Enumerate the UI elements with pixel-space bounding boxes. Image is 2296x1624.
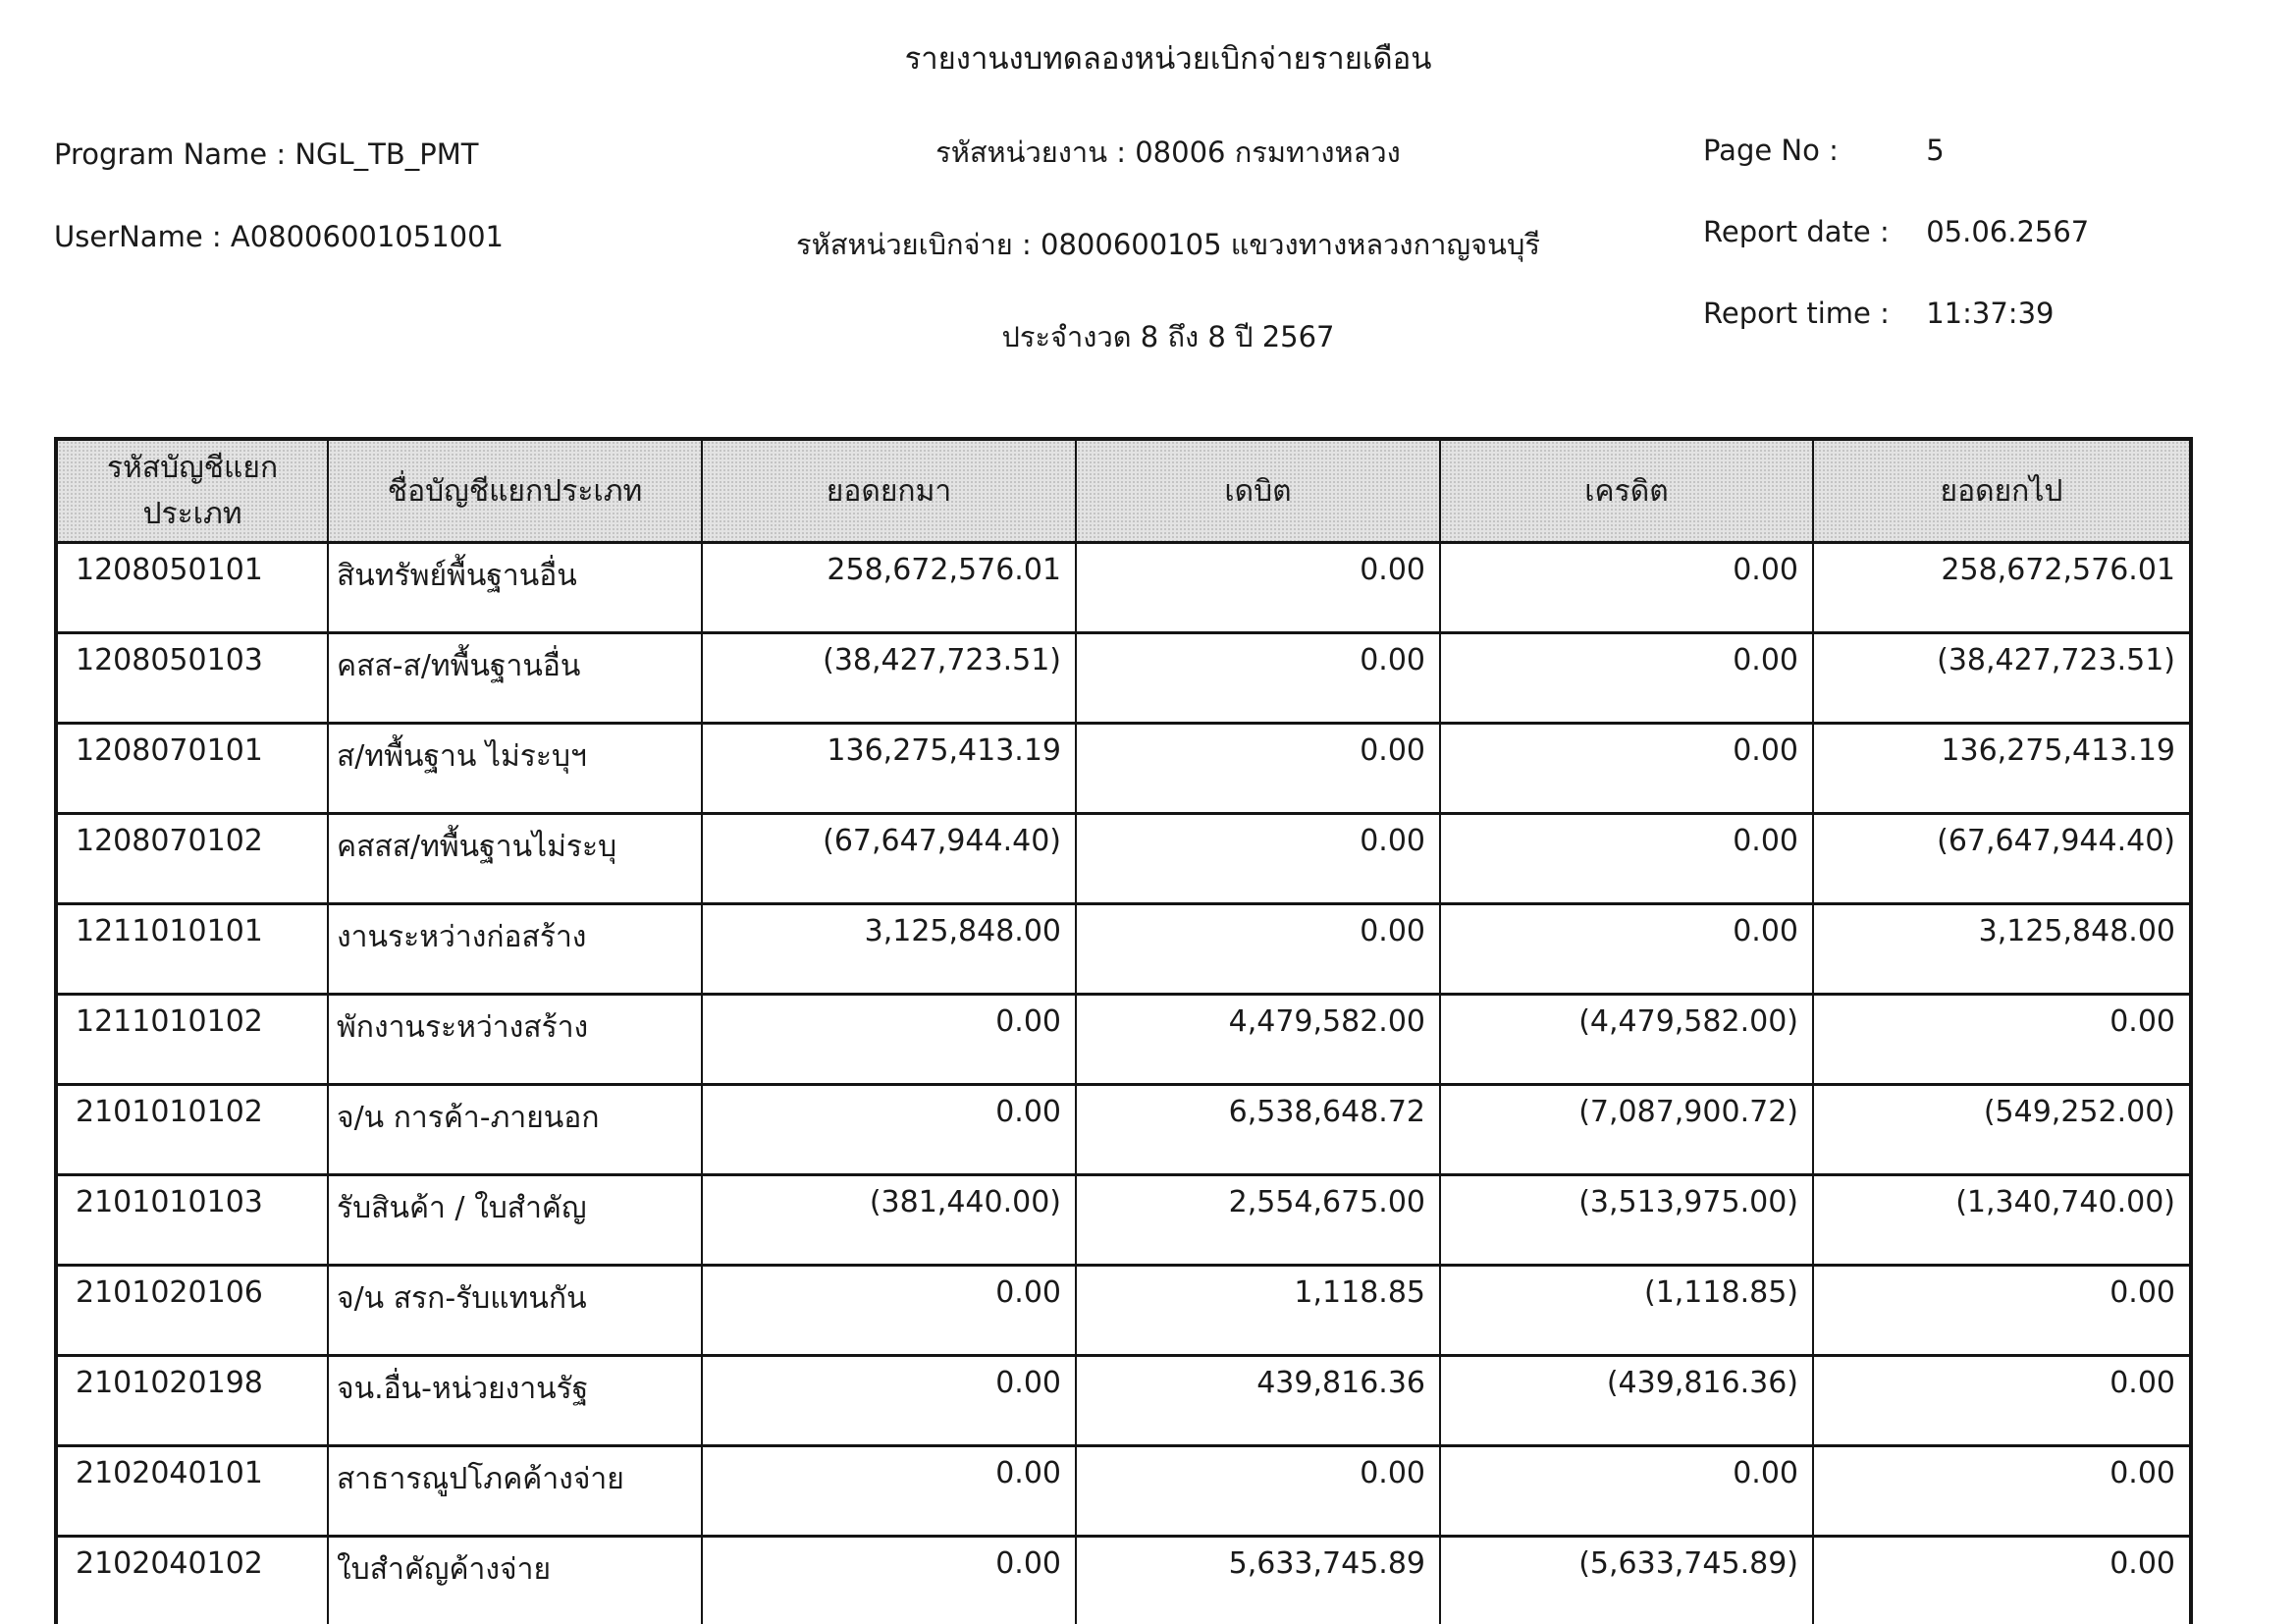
closing-balance-cell: (1,340,740.00) bbox=[1813, 1175, 2191, 1266]
report-time-value: 11:37:39 bbox=[1926, 297, 2055, 330]
debit-cell: 2,554,675.00 bbox=[1076, 1175, 1440, 1266]
opening-balance-cell: (67,647,944.40) bbox=[702, 814, 1076, 904]
trial-balance-table bbox=[54, 437, 2193, 1624]
opening-balance-cell: 0.00 bbox=[702, 1356, 1076, 1446]
table-row bbox=[56, 1356, 2191, 1446]
report-time-label: Report time : bbox=[1703, 297, 1890, 330]
opening-balance-cell: 136,275,413.19 bbox=[702, 724, 1076, 814]
closing-balance-cell: 0.00 bbox=[1813, 1537, 2191, 1624]
credit-cell: 0.00 bbox=[1440, 724, 1813, 814]
table-row bbox=[56, 995, 2191, 1085]
report-period: ประจำงวด 8 ถึง 8 ปี 2567 bbox=[1001, 320, 1335, 353]
debit-cell: 0.00 bbox=[1076, 724, 1440, 814]
account-name-cell: คสส-ส/ทพื้นฐานอื่น bbox=[328, 633, 702, 724]
account-name-cell: จ/น สรก-รับแทนกัน bbox=[328, 1266, 702, 1356]
table-row bbox=[56, 633, 2191, 724]
opening-balance-cell: 0.00 bbox=[702, 1537, 1076, 1624]
report-date-row bbox=[1703, 215, 2089, 248]
closing-balance-cell: 258,672,576.01 bbox=[1813, 543, 2191, 633]
closing-balance-cell: 0.00 bbox=[1813, 995, 2191, 1085]
account-name-cell: สินทรัพย์พื้นฐานอื่น bbox=[328, 543, 702, 633]
debit-cell: 4,479,582.00 bbox=[1076, 995, 1440, 1085]
debit-cell: 1,118.85 bbox=[1076, 1266, 1440, 1356]
closing-balance-cell: 0.00 bbox=[1813, 1266, 2191, 1356]
agency-code: รหัสหน่วยงาน : 08006 กรมทางหลวง bbox=[935, 135, 1401, 169]
table-row bbox=[56, 724, 2191, 814]
report-date-label: Report date : bbox=[1703, 215, 1890, 248]
credit-cell: (7,087,900.72) bbox=[1440, 1085, 1813, 1175]
account-code-cell: 2102040102 bbox=[56, 1537, 328, 1624]
credit-cell: 0.00 bbox=[1440, 543, 1813, 633]
account-code-cell: 2101020106 bbox=[56, 1266, 328, 1356]
header-right-block bbox=[1703, 134, 2089, 378]
account-code-cell: 2101010102 bbox=[56, 1085, 328, 1175]
opening-balance-cell: (38,427,723.51) bbox=[702, 633, 1076, 724]
table-row bbox=[56, 1266, 2191, 1356]
page-no-row bbox=[1703, 134, 2089, 167]
page-no-label: Page No : bbox=[1703, 134, 1839, 167]
table-header-row bbox=[56, 439, 2191, 543]
opening-balance-cell: 0.00 bbox=[702, 1446, 1076, 1537]
col-header-account-name: ชื่อบัญชีแยกประเภท bbox=[328, 439, 702, 543]
opening-balance-cell: 0.00 bbox=[702, 1266, 1076, 1356]
report-title: รายงานงบทดลองหน่วยเบิกจ่ายรายเดือน bbox=[904, 41, 1432, 77]
account-name-cell: จ/น การค้า-ภายนอก bbox=[328, 1085, 702, 1175]
account-code-cell: 1208070101 bbox=[56, 724, 328, 814]
header-center-block bbox=[796, 130, 1540, 406]
credit-cell: (3,513,975.00) bbox=[1440, 1175, 1813, 1266]
table-row bbox=[56, 814, 2191, 904]
debit-cell: 0.00 bbox=[1076, 904, 1440, 995]
user-name: UserName : A08006001051001 bbox=[54, 220, 505, 253]
closing-balance-cell: (38,427,723.51) bbox=[1813, 633, 2191, 724]
closing-balance-cell: 3,125,848.00 bbox=[1813, 904, 2191, 995]
disbursement-unit-code: รหัสหน่วยเบิกจ่าย : 0800600105 แขวงทางหลวงกาญจนบุรี bbox=[796, 228, 1540, 261]
credit-cell: 0.00 bbox=[1440, 814, 1813, 904]
col-header-debit: เดบิต bbox=[1076, 439, 1440, 543]
debit-cell: 0.00 bbox=[1076, 1446, 1440, 1537]
table-row bbox=[56, 1085, 2191, 1175]
account-code-cell: 2101020198 bbox=[56, 1356, 328, 1446]
opening-balance-cell: (381,440.00) bbox=[702, 1175, 1076, 1266]
debit-cell: 0.00 bbox=[1076, 543, 1440, 633]
table-row bbox=[56, 1175, 2191, 1266]
closing-balance-cell: (67,647,944.40) bbox=[1813, 814, 2191, 904]
account-name-cell: งานระหว่างก่อสร้าง bbox=[328, 904, 702, 995]
closing-balance-cell: 136,275,413.19 bbox=[1813, 724, 2191, 814]
closing-balance-cell: (549,252.00) bbox=[1813, 1085, 2191, 1175]
debit-cell: 5,633,745.89 bbox=[1076, 1537, 1440, 1624]
opening-balance-cell: 0.00 bbox=[702, 1085, 1076, 1175]
account-name-cell: ใบสำคัญค้างจ่าย bbox=[328, 1537, 702, 1624]
debit-cell: 0.00 bbox=[1076, 633, 1440, 724]
account-name-cell: คสสส/ทพื้นฐานไม่ระบุ bbox=[328, 814, 702, 904]
col-header-account-code: รหัสบัญชีแยกประเภท bbox=[56, 439, 328, 543]
account-name-cell: รับสินค้า / ใบสำคัญ bbox=[328, 1175, 702, 1266]
debit-cell: 6,538,648.72 bbox=[1076, 1085, 1440, 1175]
closing-balance-cell: 0.00 bbox=[1813, 1356, 2191, 1446]
report-time-row bbox=[1703, 297, 2089, 330]
col-header-credit: เครดิต bbox=[1440, 439, 1813, 543]
credit-cell: (1,118.85) bbox=[1440, 1266, 1813, 1356]
account-name-cell: พักงานระหว่างสร้าง bbox=[328, 995, 702, 1085]
opening-balance-cell: 0.00 bbox=[702, 995, 1076, 1085]
credit-cell: (439,816.36) bbox=[1440, 1356, 1813, 1446]
debit-cell: 0.00 bbox=[1076, 814, 1440, 904]
account-name-cell: ส/ทพื้นฐาน ไม่ระบุฯ bbox=[328, 724, 702, 814]
header-left-block bbox=[54, 137, 504, 302]
credit-cell: 0.00 bbox=[1440, 633, 1813, 724]
table-row bbox=[56, 1446, 2191, 1537]
account-name-cell: จน.อื่น-หน่วยงานรัฐ bbox=[328, 1356, 702, 1446]
credit-cell: (5,633,745.89) bbox=[1440, 1537, 1813, 1624]
account-code-cell: 1208050101 bbox=[56, 543, 328, 633]
account-name-cell: สาธารณูปโภคค้างจ่าย bbox=[328, 1446, 702, 1537]
debit-cell: 439,816.36 bbox=[1076, 1356, 1440, 1446]
opening-balance-cell: 258,672,576.01 bbox=[702, 543, 1076, 633]
account-code-cell: 2102040101 bbox=[56, 1446, 328, 1537]
page-no-value: 5 bbox=[1926, 134, 1945, 167]
col-header-opening-balance: ยอดยกมา bbox=[702, 439, 1076, 543]
closing-balance-cell: 0.00 bbox=[1813, 1446, 2191, 1537]
account-code-cell: 1208070102 bbox=[56, 814, 328, 904]
account-code-cell: 1211010101 bbox=[56, 904, 328, 995]
table-row bbox=[56, 543, 2191, 633]
account-code-cell: 1211010102 bbox=[56, 995, 328, 1085]
table-row bbox=[56, 1537, 2191, 1624]
credit-cell: 0.00 bbox=[1440, 904, 1813, 995]
account-code-cell: 1208050103 bbox=[56, 633, 328, 724]
opening-balance-cell: 3,125,848.00 bbox=[702, 904, 1076, 995]
credit-cell: (4,479,582.00) bbox=[1440, 995, 1813, 1085]
report-date-value: 05.06.2567 bbox=[1926, 215, 2090, 248]
table-row bbox=[56, 904, 2191, 995]
col-header-closing-balance: ยอดยกไป bbox=[1813, 439, 2191, 543]
credit-cell: 0.00 bbox=[1440, 1446, 1813, 1537]
program-name: Program Name : NGL_TB_PMT bbox=[54, 137, 479, 171]
account-code-cell: 2101010103 bbox=[56, 1175, 328, 1266]
